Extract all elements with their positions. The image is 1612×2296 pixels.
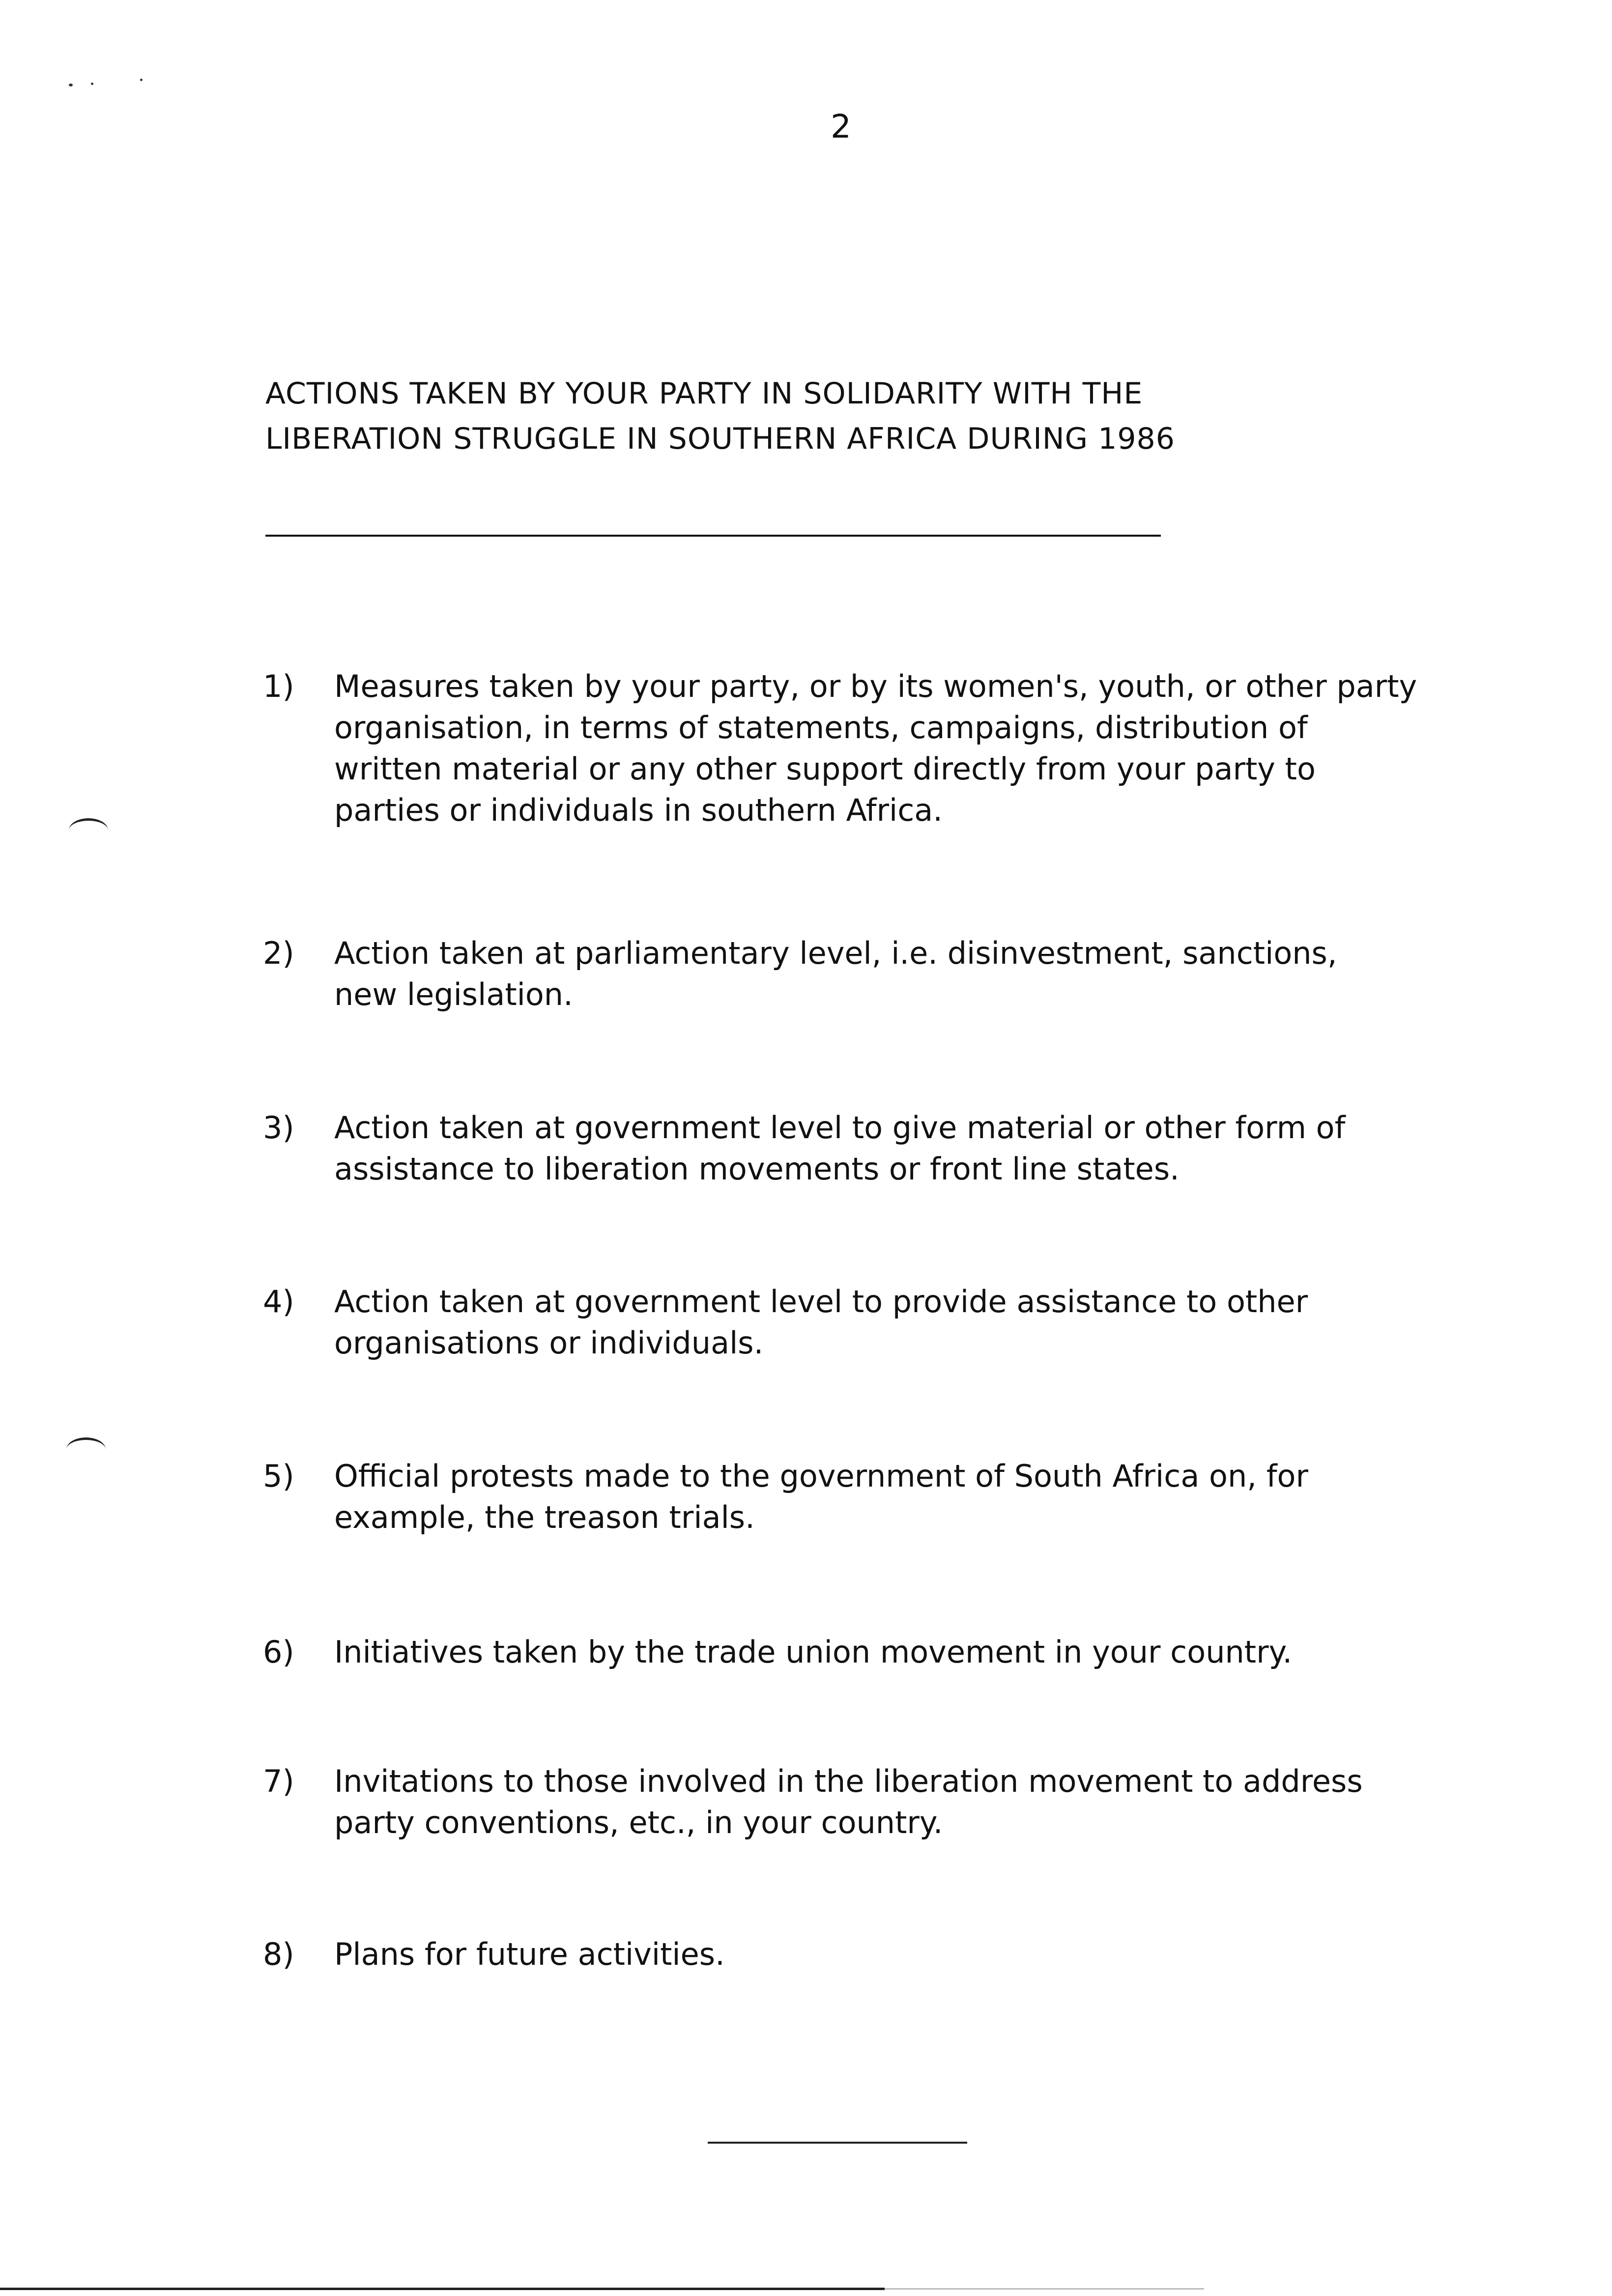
item-number: 1) xyxy=(263,668,294,704)
page-bottom-edge xyxy=(0,2288,885,2290)
item-text: Action taken at parliamentary level, i.e. disinvestment, sanctions, new legislation. xyxy=(334,935,1337,1012)
list-item-7 xyxy=(263,1761,1472,1843)
item-number: 7) xyxy=(263,1763,294,1799)
closing-rule xyxy=(708,2142,967,2144)
item-text: Action taken at government level to give material or other form of assistance to liberation movements or front line states. xyxy=(334,1110,1346,1187)
list-item-2 xyxy=(263,933,1472,1015)
item-text: Initiatives taken by the trade union movement in your country. xyxy=(334,1634,1293,1670)
punch-hole-mark xyxy=(69,818,108,842)
punch-hole-mark xyxy=(66,1437,106,1462)
list-item-6 xyxy=(263,1632,1472,1673)
page-bottom-edge-faint xyxy=(885,2288,1204,2290)
item-text: Invitations to those involved in the liberation movement to address party conventions, etc., in your country. xyxy=(334,1763,1363,1840)
item-number: 4) xyxy=(263,1284,294,1320)
item-text: Measures taken by your party, or by its women's, youth, or other party organisation, in terms of statements, campaigns, distribution of written material or any other support directly from your party to parties or individuals in southern Africa. xyxy=(334,668,1417,828)
document-title xyxy=(265,371,1199,461)
scan-speck xyxy=(140,79,143,81)
list-item-5 xyxy=(263,1456,1472,1538)
item-number: 5) xyxy=(263,1458,294,1494)
item-number: 6) xyxy=(263,1634,294,1670)
scan-speck xyxy=(69,84,73,86)
item-text: Official protests made to the government of South Africa on, for example, the treason trials. xyxy=(334,1458,1308,1535)
scan-speck xyxy=(91,83,93,85)
item-text: Action taken at government level to provide assistance to other organisations or individuals. xyxy=(334,1284,1308,1361)
item-number: 2) xyxy=(263,935,294,971)
item-number: 3) xyxy=(263,1110,294,1146)
list-item-3 xyxy=(263,1107,1472,1190)
list-item-1 xyxy=(263,666,1472,831)
item-text: Plans for future activities. xyxy=(334,1936,725,1972)
list-item-4 xyxy=(263,1281,1472,1364)
item-number: 8) xyxy=(263,1936,294,1972)
page-number: 2 xyxy=(831,108,851,145)
list-item-8 xyxy=(263,1934,1472,1975)
title-underline xyxy=(265,535,1161,537)
title-line-2: LIBERATION STRUGGLE IN SOUTHERN AFRICA DURING 1986 xyxy=(265,422,1175,456)
title-line-1: ACTIONS TAKEN BY YOUR PARTY IN SOLIDARITY WITH THE xyxy=(265,376,1143,411)
